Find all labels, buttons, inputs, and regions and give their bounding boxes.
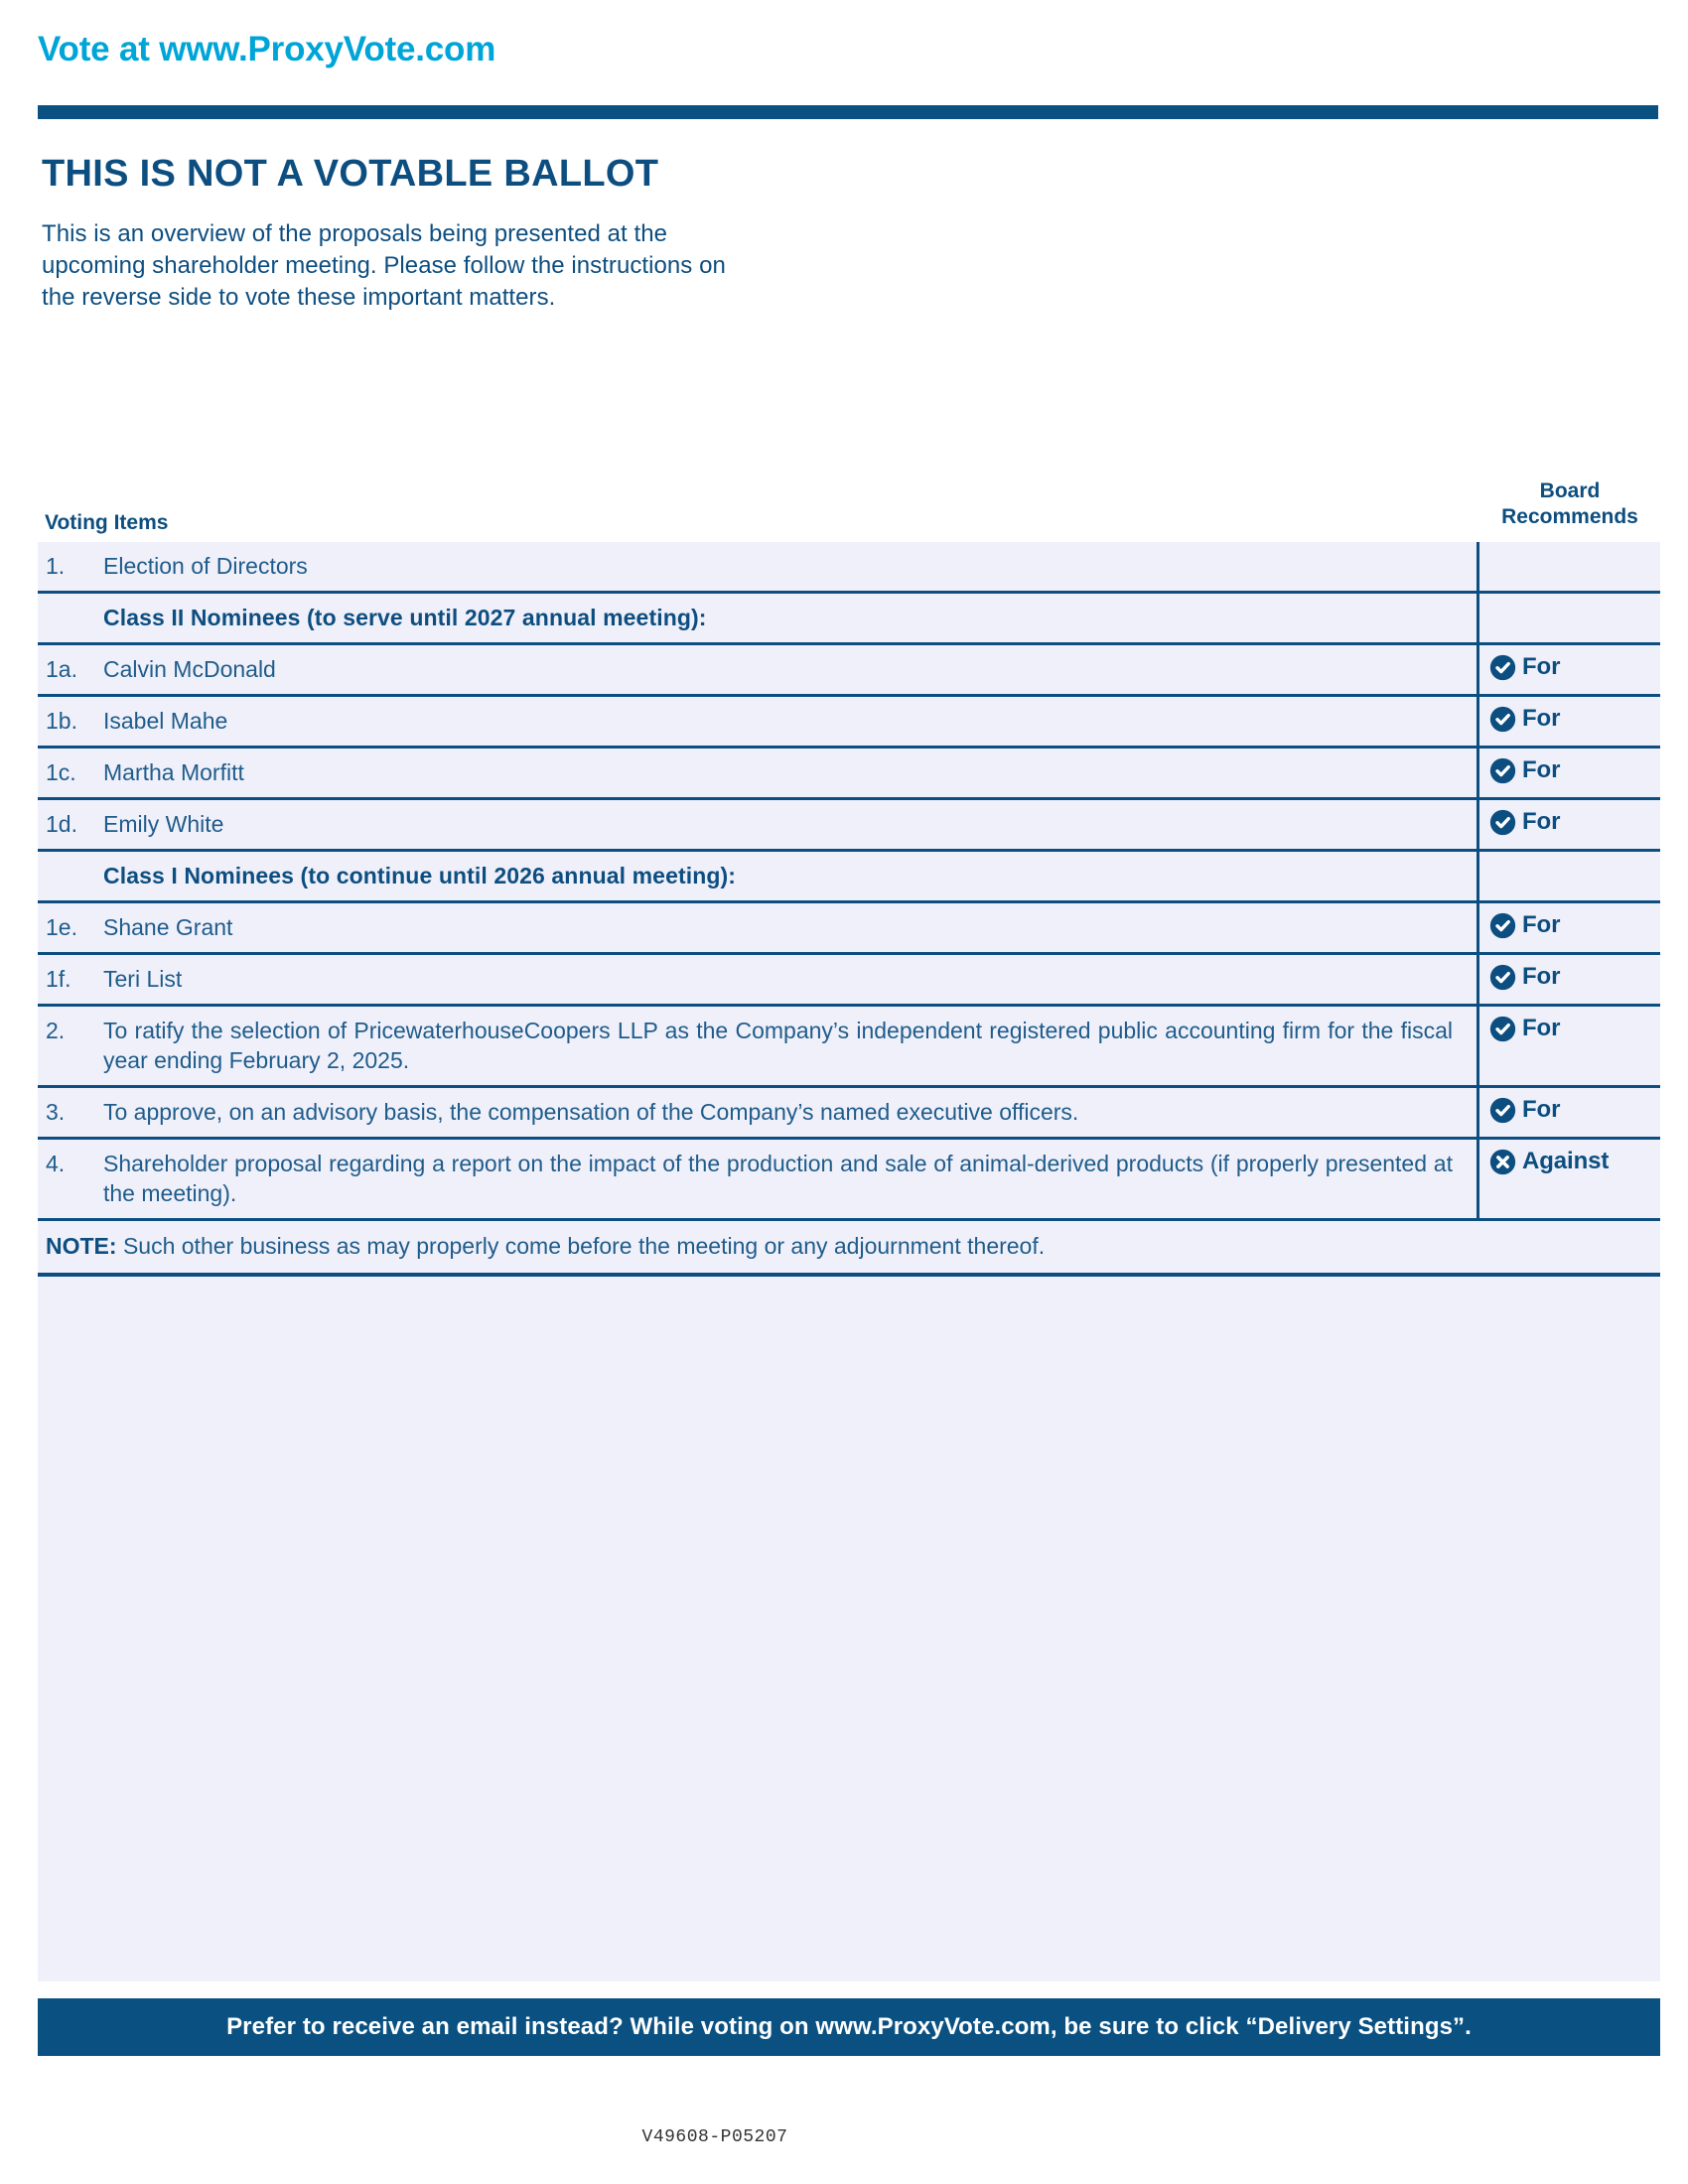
row-text: Martha Morfitt [103, 759, 244, 785]
check-circle-icon [1489, 912, 1516, 939]
board-recommendation-cell [1478, 954, 1661, 1006]
board-recommendation-cell [1478, 696, 1661, 748]
intro-line-3: the reverse side to vote these important matters. [42, 284, 556, 311]
note-label: NOTE: [46, 1233, 117, 1259]
table-row [38, 1087, 1660, 1139]
intro-block [42, 151, 1035, 314]
row-number: 1e. [46, 914, 77, 940]
x-circle-icon [1489, 1149, 1516, 1175]
board-recommendation-cell [1478, 799, 1661, 851]
board-recommendation-cell [1478, 593, 1661, 644]
row-text: Election of Directors [103, 553, 308, 579]
recommendation-label: For [1522, 1015, 1561, 1041]
note-body: Such other business as may properly come before the meeting or any adjournment thereof. [116, 1233, 1046, 1259]
row-text: Shane Grant [103, 914, 233, 940]
table-row [38, 593, 1660, 644]
recommendation-badge [1479, 1140, 1660, 1183]
row-text: To ratify the selection of PricewaterhouseCoopers LLP as the Company’s independent registered public accounting firm for the fiscal year ending February 2, 2025. [103, 1018, 1453, 1073]
check-circle-icon [1489, 1016, 1516, 1042]
recommendation-badge [1479, 697, 1660, 741]
table-row [38, 748, 1660, 799]
row-number: 1f. [46, 966, 71, 992]
row-number: 4. [46, 1151, 66, 1176]
check-circle-icon [1489, 1097, 1516, 1124]
board-recommendation-cell [1478, 1087, 1661, 1139]
board-recommends-line-1: Board [1539, 479, 1601, 502]
recommendation-badge [1479, 1007, 1660, 1050]
row-text: Calvin McDonald [103, 656, 276, 682]
row-number: 3. [46, 1099, 66, 1125]
recommendation-label: For [1522, 1096, 1561, 1123]
board-recommendation-cell [1478, 1139, 1661, 1220]
footer-bar [38, 1998, 1660, 2056]
recommendation-label: For [1522, 808, 1561, 835]
row-number [38, 851, 103, 902]
row-text: Class II Nominees (to serve until 2027 annual meeting): [103, 605, 707, 630]
table-row [38, 954, 1660, 1006]
row-number: 1d. [46, 811, 77, 837]
intro-line-1: This is an overview of the proposals being presented at the [42, 220, 667, 247]
intro-paragraph [42, 218, 1035, 314]
check-circle-icon [1489, 757, 1516, 784]
board-recommendation-cell [1478, 1006, 1661, 1087]
footer-message: Prefer to receive an email instead? While voting on www.ProxyVote.com, be sure to click “Delivery Settings”. [226, 2013, 1472, 2040]
column-header-board-recommends [1479, 478, 1660, 530]
header-rule [38, 105, 1658, 119]
check-circle-icon [1489, 964, 1516, 991]
table-row [38, 1139, 1660, 1220]
recommendation-label: For [1522, 911, 1561, 938]
table-row [38, 902, 1660, 954]
masthead [38, 28, 1660, 89]
row-number: 1b. [46, 708, 77, 734]
recommendation-badge [1479, 800, 1660, 844]
note-row [38, 1220, 1660, 1276]
voting-items-table [38, 542, 1660, 1277]
recommendation-label: For [1522, 705, 1561, 732]
board-recommendation-cell [1478, 748, 1661, 799]
board-recommendation-cell [1478, 851, 1661, 902]
row-number: 1. [46, 553, 66, 579]
recommendation-badge [1479, 645, 1660, 689]
row-text: Teri List [103, 966, 183, 992]
recommendation-badge [1479, 955, 1660, 999]
row-number: 1a. [46, 656, 77, 682]
row-text: Isabel Mahe [103, 708, 228, 734]
control-number: V49608-P05207 [641, 2127, 788, 2147]
recommendation-label: For [1522, 963, 1561, 990]
recommendation-badge [1479, 749, 1660, 792]
row-text: To approve, on an advisory basis, the compensation of the Company’s named executive officers. [103, 1099, 1079, 1125]
recommendation-label: For [1522, 653, 1561, 680]
note-text [38, 1220, 1660, 1276]
check-circle-icon [1489, 706, 1516, 733]
row-number [38, 593, 103, 644]
board-recommendation-cell [1478, 644, 1661, 696]
recommendation-label: For [1522, 756, 1561, 783]
table-row [38, 644, 1660, 696]
row-text: Class I Nominees (to continue until 2026 annual meeting): [103, 863, 737, 888]
proxyvote-link[interactable]: Vote at www.ProxyVote.com [38, 30, 496, 68]
recommendation-label: Against [1522, 1148, 1610, 1174]
recommendation-badge [1479, 903, 1660, 947]
table-row [38, 1006, 1660, 1087]
board-recommends-line-2: Recommends [1501, 505, 1638, 528]
page-title: THIS IS NOT A VOTABLE BALLOT [42, 153, 659, 195]
table-row [38, 696, 1660, 748]
table-row [38, 799, 1660, 851]
row-text: Shareholder proposal regarding a report on the impact of the production and sale of animal-derived products (if properly presented at the meeting). [103, 1151, 1453, 1206]
check-circle-icon [1489, 654, 1516, 681]
row-text: Emily White [103, 811, 224, 837]
recommendation-badge [1479, 1088, 1660, 1132]
check-circle-icon [1489, 809, 1516, 836]
column-header-voting-items: Voting Items [45, 511, 169, 534]
table-row [38, 851, 1660, 902]
table-row [38, 542, 1660, 593]
row-number: 1c. [46, 759, 76, 785]
board-recommendation-cell [1478, 542, 1661, 593]
row-number: 2. [46, 1018, 66, 1043]
board-recommendation-cell [1478, 902, 1661, 954]
intro-line-2: upcoming shareholder meeting. Please follow the instructions on [42, 252, 726, 279]
